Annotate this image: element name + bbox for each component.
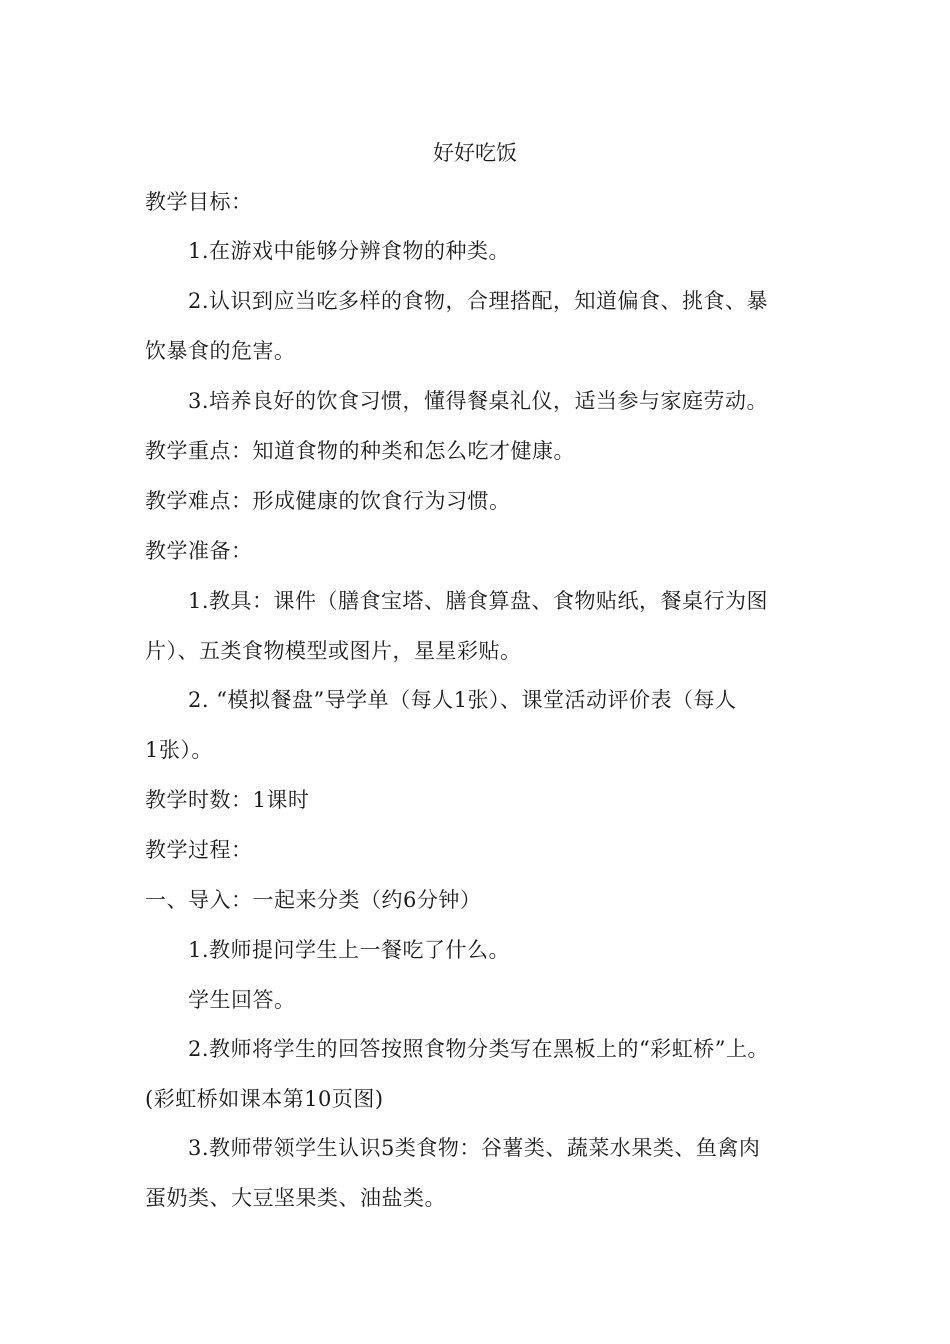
process-step-3: 3.教师带领学生认识5类食物：谷薯类、蔬菜水果类、鱼禽肉 [188, 1136, 761, 1160]
page-title: 好好吃饭 [433, 141, 517, 165]
process-part-1-heading: 一、导入：一起来分类（约6分钟） [145, 888, 482, 912]
key-points: 教学重点：知道食物的种类和怎么吃才健康。 [145, 439, 575, 463]
process-step-1: 1.教师提问学生上一餐吃了什么。 [188, 938, 511, 962]
preparation-item-2: 2. “模拟餐盘”导学单（每人1张）、课堂活动评价表（每人 [188, 688, 737, 712]
objective-item-3: 3.培养良好的饮食习惯，懂得餐桌礼仪，适当参与家庭劳动。 [188, 389, 769, 413]
process-student-answer: 学生回答。 [188, 988, 296, 1012]
process-step-2-note: (彩虹桥如课本第10页图) [145, 1087, 384, 1111]
teaching-hours: 教学时数：1课时 [145, 788, 310, 812]
difficult-points: 教学难点：形成健康的饮食行为习惯。 [145, 489, 511, 513]
preparation-item-1-cont: 片）、五类食物模型或图片，星星彩贴。 [145, 639, 522, 663]
objective-item-2: 2.认识到应当吃多样的食物，合理搭配，知道偏食、挑食、暴 [188, 289, 769, 313]
objective-item-1: 1.在游戏中能够分辨食物的种类。 [188, 239, 511, 263]
section-heading-objectives: 教学目标： [145, 190, 253, 214]
preparation-item-2-cont: 1张）。 [145, 738, 213, 762]
process-step-3-cont: 蛋奶类、大豆坚果类、油盐类。 [145, 1186, 446, 1210]
preparation-item-1: 1.教具：课件（膳食宝塔、膳食算盘、食物贴纸，餐桌行为图 [188, 589, 769, 613]
section-heading-process: 教学过程： [145, 838, 253, 862]
objective-item-2-cont: 饮暴食的危害。 [145, 339, 296, 363]
process-step-2: 2.教师将学生的回答按照食物分类写在黑板上的“彩虹桥”上。 [188, 1037, 770, 1061]
section-heading-preparation: 教学准备： [145, 539, 253, 563]
